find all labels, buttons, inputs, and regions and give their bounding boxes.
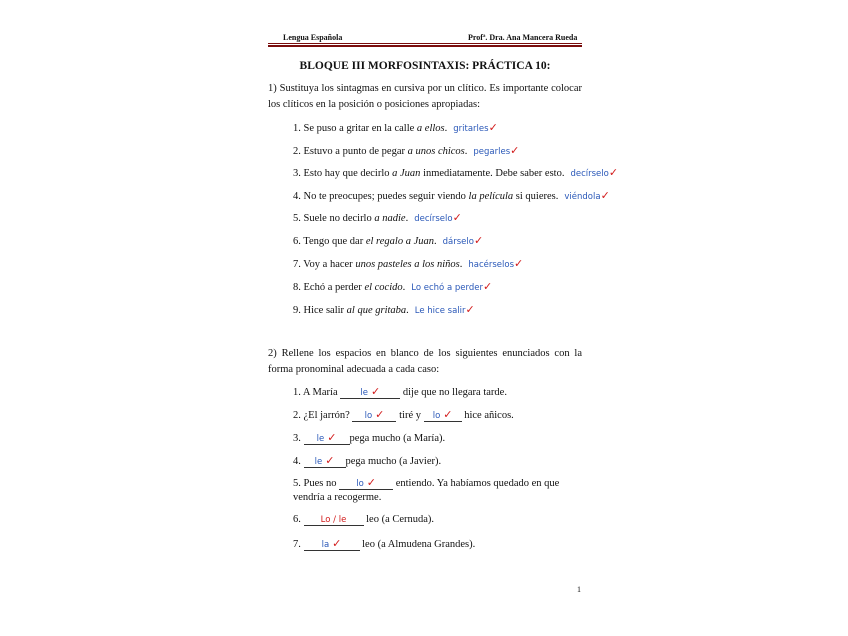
s2-item-2-answer-2: lo [432,411,441,421]
s1-item-6 [293,234,483,247]
s2-item-2-pre: 2. ¿El jarrón? [293,410,353,421]
s2-item-1 [293,385,507,399]
check-icon: ✓ [465,303,475,316]
s1-item-8-answer: Lo echó a perder [411,283,483,293]
s1-item-3-pre: 3. Esto hay que decirlo [293,168,393,179]
s2-item-2-answer-1: lo [364,411,373,421]
page-number: 1 [577,585,581,594]
check-icon: ✓ [332,537,342,550]
s1-item-1 [293,121,498,134]
s2-item-6 [293,514,434,526]
s2-item-7-blank [304,537,360,551]
s2-item-6-blank [304,514,364,526]
s2-item-3-blank [304,431,350,445]
check-icon: ✓ [325,454,335,467]
s1-item-3-answer: decírselo [570,169,609,179]
check-icon: ✓ [600,189,610,202]
s1-item-2-italic: a unos chicos [407,146,465,157]
s1-item-1-italic: a ellos [416,123,445,134]
s1-item-7-post: . [459,259,463,270]
s1-item-4-answer: viéndola [564,192,601,202]
s2-item-4-post: pega mucho (a Javier). [345,456,442,467]
s1-item-6-pre: 6. Tengo que dar [293,236,366,247]
section1-intro: 1) Sustituya los sintagmas en cursiva por un clítico. Es importante colocar los clíticos en la posición o posiciones apropiadas: [268,83,582,110]
s1-item-8-pre: 8. Echó a perder [293,282,365,293]
s2-item-3-post: pega mucho (a María). [349,433,446,444]
s2-item-5-pre: 5. Pues no [293,478,340,489]
s2-item-7-pre: 7. [293,539,304,550]
header-rule [268,43,582,44]
s2-item-4-blank [304,454,346,468]
s1-item-5-pre: 5. Suele no decirlo [293,213,375,224]
s1-item-7-answer: hacérselos [468,260,515,270]
check-icon: ✓ [608,166,619,179]
check-icon: ✓ [443,408,453,421]
s2-item-5-answer: lo [356,479,364,489]
s2-item-5-post: entiendo. Ya habíamos quedado en que [393,478,560,489]
s1-item-2-pre: 2. Estuvo a punto de pegar [293,146,408,157]
s2-item-7-post: leo (a Almudena Grandes). [359,539,476,550]
check-icon: ✓ [514,257,524,270]
s1-item-8 [293,280,492,293]
s2-item-6-answer: Lo / le [320,515,347,525]
s2-item-5-blank [339,476,393,490]
s2-item-1-answer: le [360,388,368,398]
check-icon: ✓ [482,280,493,293]
s1-item-4 [293,189,610,202]
check-icon: ✓ [375,408,385,421]
s2-item-3-pre: 3. [293,433,304,444]
s1-item-7 [293,257,523,270]
s1-item-1-answer: gritarles [453,124,489,134]
s2-item-5-continuation: vendría a recogerme. [293,492,382,503]
s1-item-9-pre: 9. Hice salir [293,305,347,316]
s1-item-6-answer: dárselo [442,237,474,247]
s1-item-4-post: si quieres. [513,191,559,202]
s2-item-4-pre: 4. [293,456,304,467]
s1-item-2-post: . [464,146,468,157]
s1-item-8-post: . [402,282,406,293]
check-icon: ✓ [366,476,376,489]
page-title: BLOQUE III MORFOSINTAXIS: PRÁCTICA 10: [299,60,551,72]
check-icon: ✓ [452,211,462,224]
s2-item-6-post: leo (a Cernuda). [363,514,435,525]
s2-item-2-blank-2 [424,408,462,422]
s1-item-1-post: . [444,123,448,134]
s2-item-4-answer: le [314,457,323,467]
s1-item-7-italic: unos pasteles a los niños [355,259,460,270]
s1-item-2 [293,144,519,157]
header-rule-thick [268,45,582,47]
s1-item-5-italic: a nadie [374,213,406,224]
s1-item-6-italic: el regalo a Juan [365,236,434,247]
s1-item-8-italic: el cocido [364,282,403,293]
s2-item-6-pre: 6. [293,514,304,525]
s1-item-6-post: . [433,236,437,247]
s2-item-3 [293,431,445,445]
header-course: Lengua Española [283,33,343,42]
s1-item-4-pre: 4. No te preocupes; puedes seguir viendo [293,191,469,202]
s2-item-3-answer: le [316,434,325,444]
s1-item-5-post: . [405,213,409,224]
check-icon: ✓ [370,385,381,398]
s1-item-9-post: . [406,305,409,316]
s2-item-7-answer: la [321,540,330,550]
s2-item-1-pre: 1. A María [293,387,341,398]
s2-item-5 [293,476,559,490]
s1-item-4-italic: la película [468,191,514,202]
s1-item-3 [293,166,618,179]
s1-item-7-pre: 7. Voy a hacer [293,259,356,270]
s2-item-7 [293,537,475,551]
s1-item-9-answer: Le hice salir [414,306,466,316]
s2-item-1-post: dije que no llegara tarde. [400,387,507,398]
s2-item-4 [293,454,441,468]
s1-item-3-italic: a Juan [392,168,421,179]
s2-item-1-blank [340,385,400,399]
s1-item-5-answer: decírselo [414,214,453,224]
header-professor: Profª. Dra. Ana Mancera Rueda [468,33,578,42]
s1-item-9 [293,303,475,316]
s1-item-2-answer: pegarles [473,147,511,157]
check-icon: ✓ [473,234,484,247]
check-icon: ✓ [327,431,337,444]
s1-item-9-italic: al que gritaba [346,305,407,316]
check-icon: ✓ [510,144,520,157]
s1-item-1-pre: 1. Se puso a gritar en la calle [293,123,417,134]
s2-item-2-mid: tiré y [396,410,424,421]
s2-item-2-blank-1 [352,408,396,422]
s1-item-5 [293,211,462,224]
section2-intro: 2) Rellene los espacios en blanco de los siguientes enunciados con la forma pronominal adecuada a cada caso: [268,348,582,375]
s2-item-2 [293,408,514,422]
s2-item-2-post: hice añicos. [461,410,514,421]
check-icon: ✓ [488,121,498,134]
s1-item-3-post: inmediatamente. Debe saber esto. [420,168,565,179]
